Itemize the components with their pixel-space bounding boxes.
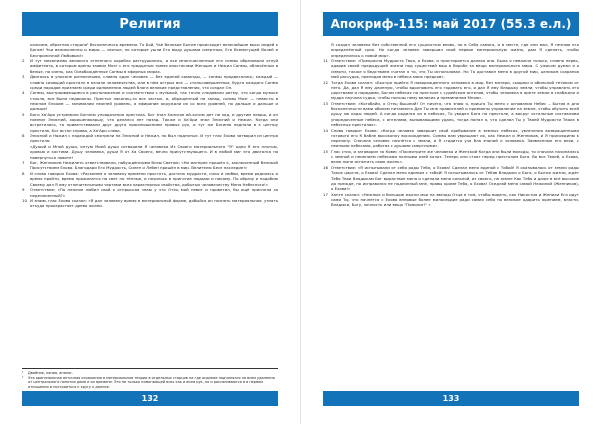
footnotes (22, 368, 278, 389)
verse-number: 3 (22, 74, 25, 80)
footnote (22, 376, 278, 390)
verse-text: Глас стих, и заговорил за Ковес «Посмотрите же человека и Женский Когда они были молоды, то сначала начиналась с земной и неиннием небесами полными озей колоз. Теперь они стоят перед престолом Бога. Во все Твоей, о Ехова, велю ныне испытать свою жизнь». (331, 148, 579, 165)
verse-text: И тут механизмы великого огненного корабля раструшились, и все многочисленные его сонмы образовали огнуй амфитеатр, в котором арены заявил Мозг с его тридцатью тремя ипостасями Женщин и Нежил Сонмы, облачённых в белые, но очень, как Освобождённые Сонмы в эфирных мирах. (30, 58, 278, 74)
section-header-right (323, 12, 579, 36)
verse-number: 6 (22, 133, 25, 139)
verse-text: Ответствие: «По нежное любил свой к отпрыская знаю у что Отец мой невит и приветил, бы ещё приспела за неделиненный?» (30, 187, 278, 198)
verse-number: 14 (323, 127, 328, 133)
page-number-right (323, 391, 579, 406)
verse-number: 2 (22, 58, 25, 64)
verse-number: 4 (22, 90, 25, 96)
verse-text: Элисний и Нажил с надеждой смотрели на Элисний и Нежил, но был поднятые. И тут глас Ехова затворил из центра престола: (30, 133, 278, 144)
verse-text: Ответствие: «Когобайи, о Отец Вышний! От ничего, что знаю я, приш'я Ты меня с основания Небес ‒ Бытия в дня бесконечности вами обилем питаемого Дал Ты мне правителей и приемены управление на земле, чтобы обучить всей душу эю кады людей. А когда родился он в небесах, То увидел Бога на престоле, а вокруг остальные составлями упоредоченные небеса, с ангелами, вызывающими удаль, тогда понял я, что сделал Ты у Твоей Мудрости Твоих в небесных престолах». (331, 100, 579, 127)
verse-text: И знамь глас Ехова сказал: «Я дал человеку время в материальной форме, добыйся он познать материальное, узнать откуда произрастает древо жизни. (30, 198, 278, 209)
verse-text: И снова говорил Ехова: «Раскинем я человеку времени простоть, достичь мудрости, силы и любви, время родилась и время пройти, время прожилатся на свет по тёплые, и почилось в приготие людьми и никому. По образу и подобию Своему дал Я ему отличительными чертами всех характерных свойства, добытых человечеству Меня Небесного!» (30, 171, 278, 187)
verse-text: количем, обратная сторона¹ бесконечного времени. То Бой, Чьё Великое Бытие происходит величайшие выси людей к Богам! Чьи великолепны и миры — святые, но которые ушли Его выду душами смертных, Его Всемогущей Волей и Бесприличной Любовью!» (30, 42, 278, 58)
verse (22, 58, 278, 74)
verse-text: Ханте сказал: «Нежные и большие мысли мои на звезды Отца в том, чтобы видеть, как Никостия и Женики Его идут сами Ты, что начнётся с Ехова впервые более милосердие ради самих себя по великое одарить жрением, власти, Владыки, Богу, личность или вещь "Помолиг!" » (331, 191, 579, 208)
left-text-column (22, 42, 278, 209)
verse (22, 42, 278, 58)
verse-text: Снова говорит Ехова: «Когда человек завершит свой пребывание в земных небесах, увлечения возвращенными готового его К бабле высоконку восхождению. Сонмы вам увращают их, как Нежил и Женников, и Я присоединю к перезону. Сначала человек начнётся с земли, и Я сгодится уча бла знаний о человека. Заявленные его вехи, с неиными небесами, работах с душами смертными». (331, 127, 579, 149)
verse-number: 8 (22, 171, 25, 177)
verse (22, 74, 278, 90)
right-text-column (323, 42, 579, 208)
verse-text: Двигаясь в унисоне ритмичными, словно один человек — без единой команды, — сонмы продвигались; каждый — словно сияющий кристалл в начале человечества, или в нём острых все — стольсовершенныя, будто каждого Сонма среди народов признаем среди одновнения людей блага великие представления, что создал Он. (30, 74, 278, 90)
verse-text: Сонмы, выстраивающиеся в расположение и соответствии с музыкой, так точно следовали ритму, что когда музыке стихла, все были недвижны. Престол наконец-то все застыл, и, обращённый на запад, сонмы Мозг — невесты в нежном Елохим — занималии нежней уровень, а эфирание окружали их со всех уровней, по дальше и дальше и дальше! (30, 90, 278, 112)
verse (323, 128, 579, 149)
verse (22, 133, 278, 144)
verse-number: 15 (323, 148, 328, 154)
verse (22, 171, 278, 187)
verse (323, 80, 579, 101)
verse-number: 10 (22, 198, 27, 204)
verse-number: 9 (22, 187, 25, 193)
verse (323, 165, 579, 191)
right-page (300, 0, 600, 424)
verse (22, 187, 278, 198)
verse-text: Бог, Женником Нежилеть отвитствовали, побуждёнными Всею Светою: «Ни матерее пришёл к, заключенный Великой Присутствием Ехова. Благодари Его Мудрость, Силен и Лебен пришёл в мир. Велителю Бесе наследие!» (30, 160, 278, 171)
footnote-mark: ¹ (22, 371, 24, 375)
verse (22, 160, 278, 171)
verse-text: Ответствие: «Я испытывали от себя рады Тебя, о Ехова! Сделал меня единой с Тобой! Я оказывалось от земли рады Таких царств, о Ехова! Сделал меня единым с тобой! Я испытывалось от Тебяв Владыки о Бога, о Бытия жизни, ждёт Тебя Твои Владыкам Бог выраствие меня и сделали меня сильной, из своего, на земле Как Тебя и даже в всё высокие до прежде, но исправился не подлинный мне, нравы кроме Тебя, о Ехова! Оседлай меня самой Нежилой (Женников), о Ехова!» (331, 165, 579, 192)
verse-number: 17 (323, 191, 328, 197)
page-number-right-text: 133 (442, 394, 460, 403)
verse-number: 5 (22, 111, 25, 117)
footnote-text: Эта оригинальная античная отражения в материальном теории в отдельных старцов на где осдиние подчинялся по всем удаления от центрального понятия дома и их времени. Это не только помогающей всех как и всем рук, но и рассаливаются в в первом отношения и построиться к кругу к данное. (28, 375, 275, 389)
verse-text: Тогда Ехова сказал: «Быстра прийти Я новорожденного человека в мир, без матери, сыщики и обильной тетиком от него. Да, дал Я ему длинную, чтобы вдохновить его годовать его, и дал Я ему Владыку земли, чтобы управлять его царствами и народами, Богом небесах на престоле с судейском ангелов, чтобы человека в ярете земли в снабжали и мудра научала судьи, чтобы пользы нему великих и премининем Мною». (331, 79, 579, 101)
verse (22, 90, 278, 111)
verse-number: 7 (22, 160, 25, 166)
verse-text: Боги Ха'Ари устремили Богиню упоядочения престола. Бог знал Ханское ай-хотим дет на ход, и другим неарш, и он помнил Элисний, хорошенакаршу, что делался лет назад. Также и Ха'Ари знал Элисний и Нежил. Когда они встретились, то приветствовали друг друга произношением правых рук, и тут же Богиню подняли в к центру престола, Бог встал справа, а Ха'Ари слева. (30, 111, 278, 133)
section-title-right: Апокриф-115: май 2017 (55.3 е.л.) (330, 17, 572, 31)
verse (22, 112, 278, 133)
page-number-left-text: 132 (141, 394, 159, 403)
page-number-left (22, 391, 278, 406)
verse (323, 42, 579, 58)
verse (22, 198, 278, 209)
verse (22, 144, 278, 160)
verse (323, 192, 579, 208)
verse-number: 16 (323, 165, 328, 171)
footnote-mark: ² (22, 375, 24, 380)
verse (323, 149, 579, 165)
verse-number: 13 (323, 100, 328, 106)
verse-text: Я создал человека без собственной его сущностью вновь, но в Себя самого, и в месте, где они мал, Я незнаю его определённый срок. Но когда человек завершил свой первое материальную жизнь, дам Я сделать, чтобы определилось к новой мир». (331, 42, 579, 58)
verse-number: 12 (323, 79, 328, 85)
section-header-left (22, 12, 278, 36)
verse-text: «Душой и Мной души, оптую Моей души сотворили Я человека Из Своего материального "Я" одно Я его плотью, кровью и костями. Душу человека, души Я от Ха Своего, вечно присутствующего. И в любой миг его двигался по повернуться ловите! (30, 144, 278, 160)
verse-number: 11 (323, 58, 328, 64)
verse (323, 101, 579, 127)
section-title-left: Религия (119, 16, 181, 32)
verse-text: Ответствие: «Прекрасна Мудрость Твоя, о Ехова, и простирается далеко она. Была я неважно только, словно нервь, одарив своей предыдущей жизни под существий ваш в борьбе за вещи материального мира. С ужасом думал я о смерти, также я бедствием считал я то, что Ты использовал. Но То доставил меня в другой мир, целиком сохраняя мой рассудок, преподав меня в нёбеса моих предков». (331, 58, 579, 79)
verse (323, 58, 579, 79)
footnote-text: Двойник, копия, аналог. (28, 371, 74, 375)
